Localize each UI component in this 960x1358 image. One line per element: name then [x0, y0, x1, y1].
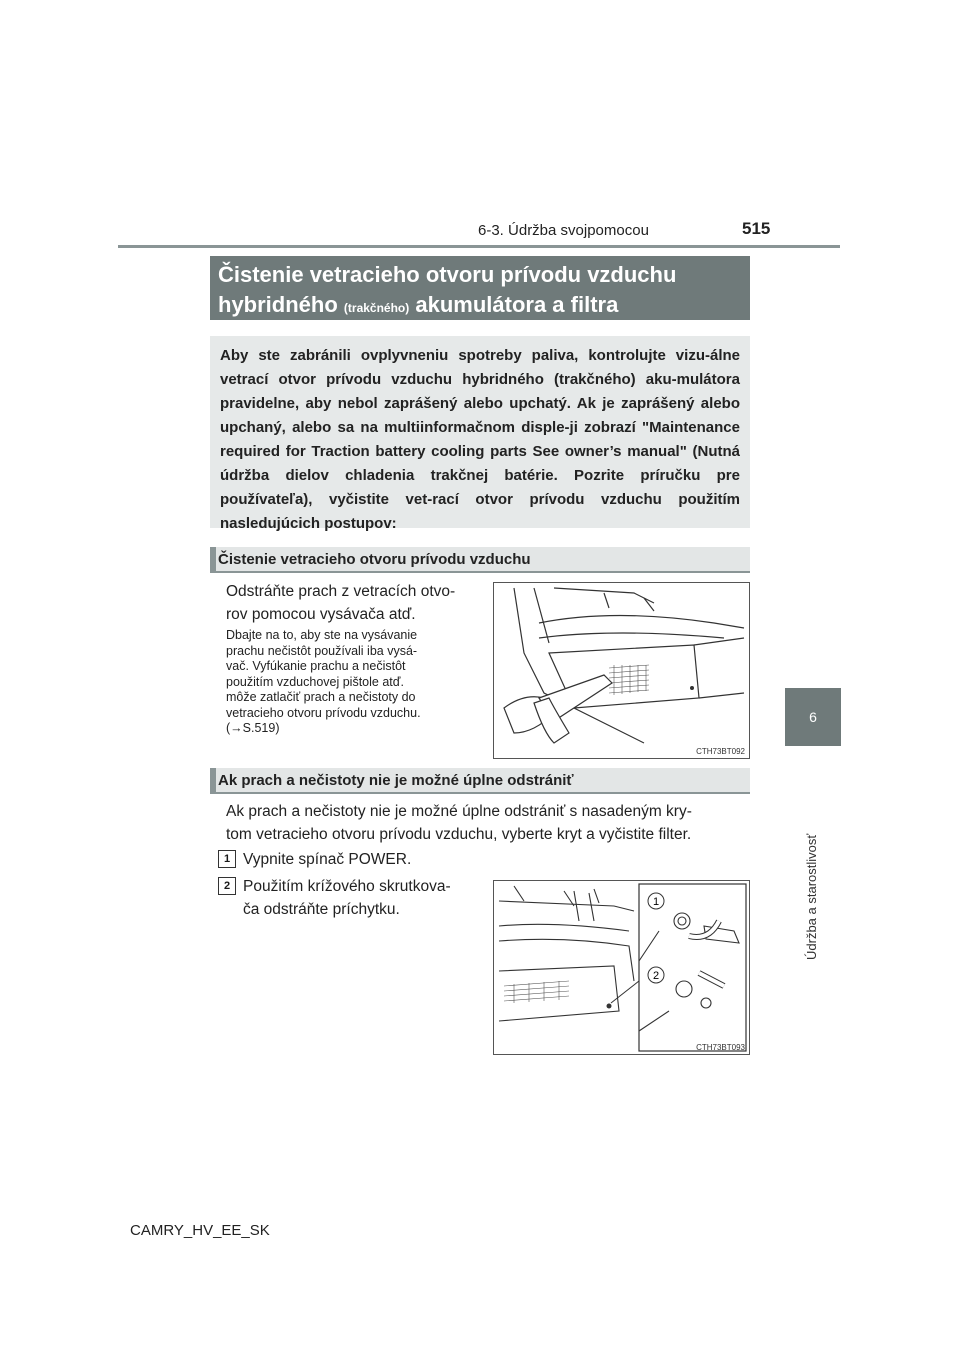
note-line: vač. Vyfúkanie prachu a nečistôt [226, 659, 406, 673]
step-line: Použitím krížového skrutkova- [243, 878, 451, 895]
title-line2 [218, 290, 742, 323]
vacuum-illustration [493, 582, 750, 759]
clip-removal-illustration [493, 880, 750, 1055]
step-line: Vypnite spínač POWER. [243, 851, 412, 868]
section2-heading-text: Ak prach a nečistoty nie je možné úplne odstrániť [218, 772, 574, 789]
section1-heading [210, 547, 750, 573]
section1-text-line2: rov pomocou vysávača atď. [226, 606, 416, 623]
section2-text-line1: Ak prach a nečistoty nie je možné úplne odstrániť s nasadeným kry- [226, 803, 692, 820]
image-code: CTH73BT092 [696, 747, 745, 756]
section1-note [226, 628, 488, 737]
page-title [210, 256, 750, 320]
section2-heading [210, 768, 750, 794]
note-line: použitím vzduchovej pištole atď. [226, 674, 404, 689]
section-title: 6-3. Údržba svojpomocou [478, 222, 649, 239]
section2-text [226, 800, 750, 846]
note-line: prachu nečistôt používali iba vysá- [226, 643, 418, 658]
header-rule [118, 245, 840, 248]
section2-text-line2: tom vetracieho otvoru prívodu vzduchu, vyberte kryt a vyčistite filter. [226, 826, 692, 843]
step-number: 1 [218, 850, 236, 868]
step-number: 2 [218, 877, 236, 895]
note-line: vetracieho otvoru prívodu vzduchu. [226, 705, 421, 720]
step-text [243, 875, 483, 921]
note-line: môže zatlačiť prach a nečistoty do [226, 690, 416, 704]
chapter-number: 6 [809, 709, 817, 725]
note-line: Dbajte na to, aby ste na vysávanie [226, 628, 418, 642]
vacuum-drawing [494, 583, 749, 758]
callout-2: 2 [652, 970, 660, 982]
intro-box [210, 336, 750, 532]
step-text [243, 848, 503, 871]
intro-text: Aby ste zabránili ovplyvneniu spotreby paliva, kontrolujte vizu-álne vetrací otvor prívodu vzduchu hybridného (trakčného) aku-mulátora pravidelne, aby nebol zaprášený alebo upchatý. Ak je zaprášený alebo upchaný, alebo sa na multiinformačnom disple-ji zobrazí "Maintenance required for Traction battery cooling parts See owner’s manual" (Nutná údržba dielov chladenia trakčnej batérie. Pozrite príručku pre používateľa), vyčistite vet-rací otvor prívodu vzduchu použitím nasledujúcich postupov: [220, 347, 740, 532]
step-line: ča odstráňte príchytku. [243, 901, 400, 918]
clip-drawing [494, 881, 749, 1054]
title-line2-small: (trakčného) [343, 301, 410, 315]
callout-1: 1 [652, 896, 660, 908]
chapter-label [782, 760, 842, 960]
chapter-title: Údržba a starostlivosť [804, 833, 819, 960]
section1-heading-text: Čistenie vetracieho otvoru prívodu vzduchu [218, 551, 531, 568]
chapter-tab [785, 688, 841, 746]
title-line2-rest: akumulátora a filtra [415, 292, 619, 317]
section1-text-line1: Odstráňte prach z vetracích otvo- [226, 583, 456, 600]
title-line1: Čistenie vetracieho otvoru prívodu vzduchu [218, 262, 677, 287]
image-code: CTH73BT093 [696, 1043, 745, 1052]
page-number: 515 [742, 219, 771, 238]
title-line2-main: hybridného [218, 292, 338, 317]
note-line: (→S.519) [226, 721, 280, 735]
document-id: CAMRY_HV_EE_SK [130, 1222, 270, 1239]
section1-text [226, 580, 488, 626]
